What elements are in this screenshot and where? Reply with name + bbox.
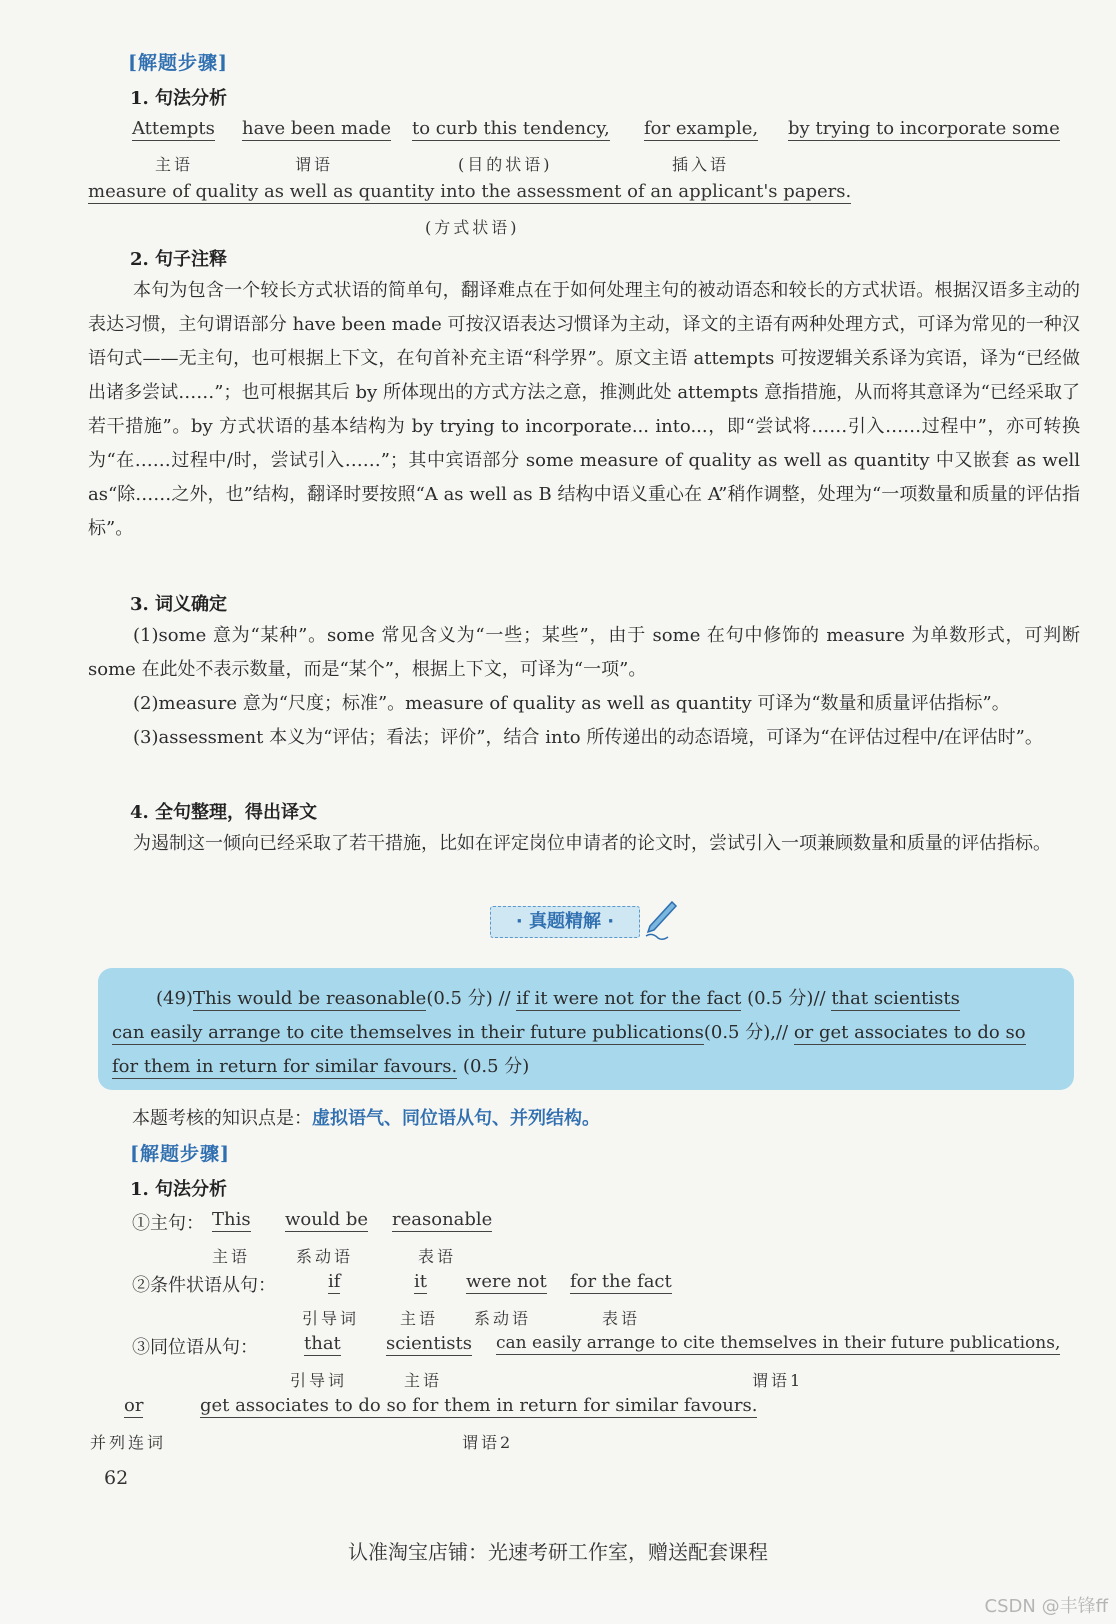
translation-paragraph [88, 827, 1080, 861]
main-label-subject: 主语 [212, 1247, 251, 1266]
step-word-meaning: 3. 词义确定 [130, 594, 228, 615]
appos-predicate-2: get associates to do so for them in return for similar favours. [200, 1395, 758, 1416]
notes-text: 本句为包含一个较长方式状语的简单句，翻译难点在于如何处理主句的被动语态和较长的方式状语。根据汉语多主动的表达习惯，主句谓语部分 have been made 可按汉语表达习惯译为主动，译文的主语有两种处理方式，可译为常见的一种汉语句式——无主句，也可根据上下文，在句首补充主语“科学界”。原文主语 attempts 可按逻辑关系译为宾语，译为“已经做出诸多尝试……”；也可根据其后 by 所体现出的方式方法之意，推测此处 attempts 意指措施，从而将其意译为“已经采取了若干措施”。by 方式状语的基本结构为 by trying to incorporate... into...，即“尝试将……引入……过程中”，亦可转换为“在……过程中/时，尝试引入……”；其中宾语部分 some measure of quality as well as quantity 中又嵌套 as well as“除……之外，也”结构，翻译时要按照“A as well as B 结构中语义重心在 A”稍作调整，处理为“一项数量和质量的评估指标”。 [88, 280, 1080, 539]
question-part-2: if it were not for the fact [516, 988, 742, 1009]
question-number: (49) [156, 988, 193, 1009]
cond-label-intro: 引导词 [302, 1309, 360, 1328]
cond-clause-label: ②条件状语从句： [132, 1275, 276, 1296]
main-label-link: 系动语 [296, 1247, 354, 1266]
appos-scientists: scientists [386, 1333, 473, 1354]
watermark: CSDN @丰锋ff [984, 1596, 1108, 1617]
question-part-4b: for them in return for similar favours. [112, 1056, 458, 1077]
badge-label: · 真题精解 · [490, 906, 640, 938]
steps-heading-2: [解题步骤] [130, 1143, 230, 1165]
appos-that: that [304, 1333, 341, 1354]
cond-if: if [328, 1271, 341, 1292]
appos-predicate-1: can easily arrange to cite themselves in their future publications, [496, 1333, 1061, 1353]
question-line-2 [112, 1018, 1026, 1044]
cond-label-link: 系动语 [474, 1309, 532, 1328]
score-3: (0.5 分),// [703, 1022, 789, 1043]
pen-icon [642, 900, 678, 942]
sentence-manner-end: measure of quality as well as quantity into the assessment of an applicant's papers. [88, 181, 852, 202]
meaning-some: (1)some 意为“某种”。some 常见含义为“一些；某些”，由于 some 在句中修饰的 measure 为单数形式，可判断 some 在此处不表示数量，而是“某个”，根据上下文，可译为“一项”。 [88, 625, 1080, 680]
main-clause-label: ①主句： [132, 1213, 204, 1234]
knowledge-points [132, 1104, 600, 1130]
cond-label-subject: 主语 [400, 1309, 439, 1328]
question-part-3b: can easily arrange to cite themselves in their future publications [112, 1022, 704, 1043]
question-part-3: that scientists [831, 988, 960, 1009]
appos-label-subject: 主语 [404, 1371, 443, 1390]
question-part-4: or get associates to do so [793, 1022, 1026, 1043]
question-box [98, 968, 1074, 1090]
question-part-1: This would be reasonable [192, 988, 427, 1009]
label-insert: 插入语 [672, 155, 730, 174]
score-1: (0.5 分) // [426, 988, 511, 1009]
label-purpose: (目的状语) [458, 155, 553, 174]
page-number: 62 [104, 1467, 129, 1489]
step-sentence-notes: 2. 句子注释 [130, 249, 228, 270]
question-line-3 [112, 1052, 529, 1078]
meaning-paragraphs [88, 619, 1080, 755]
main-label-pred: 表语 [418, 1247, 457, 1266]
sentence-insert: for example, [644, 118, 759, 139]
knowledge-list: 虚拟语气、同位语从句、并列结构。 [312, 1108, 600, 1129]
label-subject: 主语 [155, 155, 194, 174]
sentence-manner-start: by trying to incorporate some [788, 118, 1060, 139]
label-pred2: 谓语2 [462, 1433, 514, 1452]
steps-heading: [解题步骤] [128, 52, 228, 74]
step-syntax-analysis: 1. 句法分析 [130, 88, 228, 109]
step-translation: 4. 全句整理，得出译文 [130, 802, 318, 823]
question-line-1 [156, 984, 960, 1010]
meaning-measure: (2)measure 意为“尺度；标准”。measure of quality as well as quantity 可译为“数量和质量评估指标”。 [133, 693, 1010, 714]
notes-paragraph [88, 274, 1080, 546]
step-syntax-analysis-2: 1. 句法分析 [130, 1179, 228, 1200]
footer-note: 认准淘宝店铺：光速考研工作室，赠送配套课程 [348, 1540, 768, 1564]
sentence-subject: Attempts [132, 118, 215, 139]
main-would-be: would be [285, 1209, 369, 1230]
cond-label-pred: 表语 [602, 1309, 641, 1328]
appos-label-intro: 引导词 [290, 1371, 348, 1390]
score-4: (0.5 分) [462, 1056, 530, 1077]
translation-text: 为遏制这一倾向已经采取了若干措施，比如在评定岗位申请者的论文时，尝试引入一项兼顾数量和质量的评估指标。 [133, 833, 1051, 854]
conj-or: or [124, 1395, 144, 1416]
meaning-assessment: (3)assessment 本义为“评估；看法；评价”，结合 into 所传递出的动态语境，可译为“在评估过程中/在评估时”。 [133, 727, 1043, 748]
appos-label-pred1: 谓语1 [752, 1371, 804, 1390]
cond-it: it [414, 1271, 427, 1292]
sentence-purpose: to curb this tendency, [412, 118, 610, 139]
score-2: (0.5 分)// [747, 988, 826, 1009]
appos-clause-label: ③同位语从句： [132, 1337, 258, 1358]
knowledge-intro: 本题考核的知识点是： [132, 1108, 312, 1129]
label-predicate: 谓语 [295, 155, 334, 174]
cond-were-not: were not [466, 1271, 547, 1292]
sentence-predicate: have been made [242, 118, 391, 139]
label-conjunction: 并列连词 [90, 1433, 167, 1452]
label-manner: (方式状语) [425, 218, 520, 237]
main-reasonable: reasonable [392, 1209, 493, 1230]
cond-for-the-fact: for the fact [570, 1271, 672, 1292]
main-this: This [212, 1209, 251, 1230]
